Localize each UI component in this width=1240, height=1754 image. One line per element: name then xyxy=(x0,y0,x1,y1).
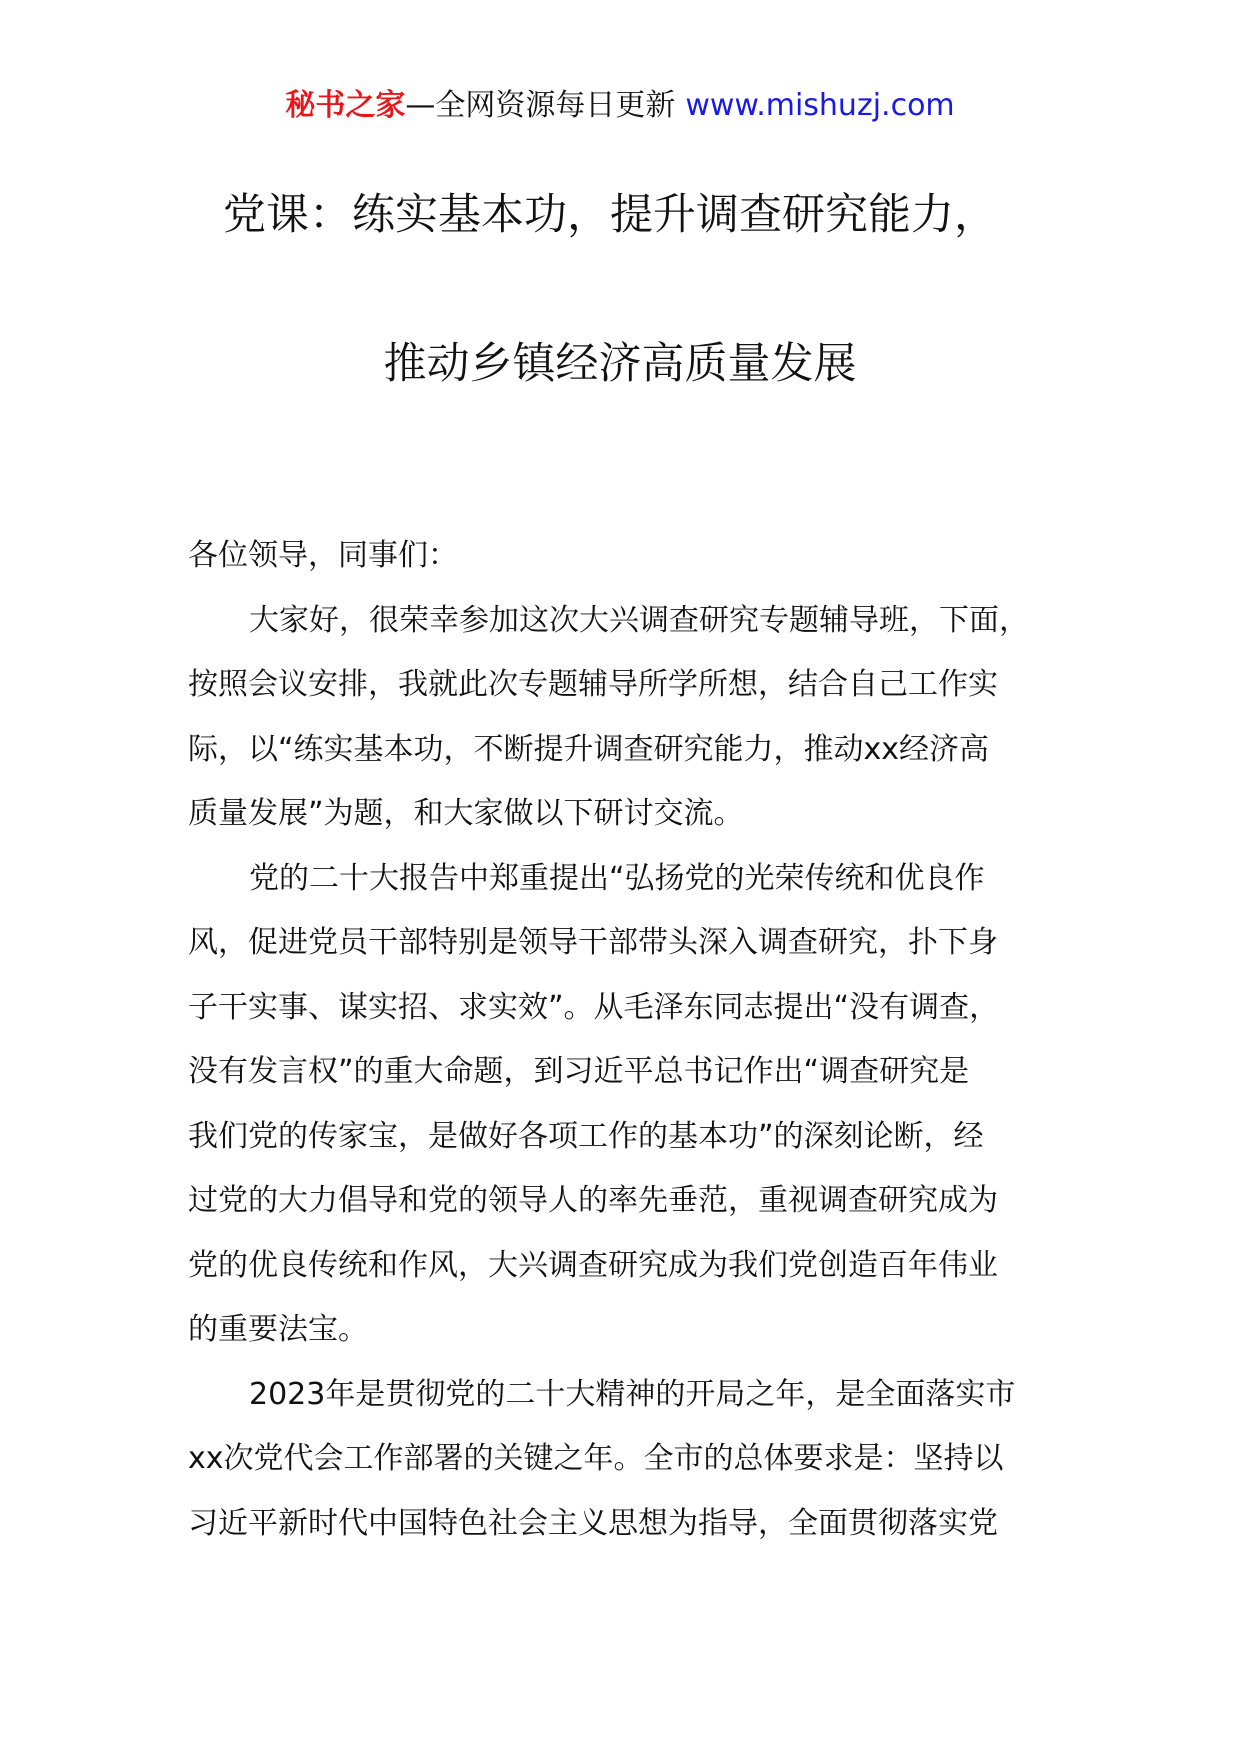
paragraph-2-line: 党的二十大报告中郑重提出“弘扬党的光荣传统和优良作 xyxy=(249,860,985,896)
paragraph-1-line: 按照会议安排，我就此次专题辅导所学所想，结合自己工作实 xyxy=(188,667,998,702)
paragraph-2-line: 我们党的传家宝，是做好各项工作的基本功”的深刻论断，经 xyxy=(188,1118,984,1154)
paragraph-1-line: 大家好，很荣幸参加这次大兴调查研究专题辅导班，下面， xyxy=(249,602,1029,638)
paragraph-2-line: 党的优良传统和作风，大兴调查研究成为我们党创造百年伟业 xyxy=(188,1247,998,1283)
paragraph-2-line: 风，促进党员干部特别是领导干部带头深入调查研究，扑下身 xyxy=(188,925,998,960)
paragraph-2-line: 过党的大力倡导和党的领导人的率先垂范，重视调查研究成为 xyxy=(188,1183,998,1218)
site-header xyxy=(0,84,1240,128)
salutation: 各位领导，同事们： xyxy=(188,538,458,573)
paragraph-2-line: 子干实事、谋实招、求实效”。从毛泽东同志提出“没有调查， xyxy=(188,989,1000,1025)
paragraph-2-line: 的重要法宝。 xyxy=(188,1312,368,1347)
paragraph-1-line: 质量发展”为题，和大家做以下研讨交流。 xyxy=(188,796,744,831)
document-title-line-2: 推动乡镇经济高质量发展 xyxy=(383,339,857,389)
website-link[interactable]: www.mishuzj.com xyxy=(685,88,955,123)
brand-name: 秘书之家 xyxy=(285,88,406,123)
paragraph-3-line: 2023年是贯彻党的二十大精神的开局之年，是全面落实市 xyxy=(249,1376,1016,1412)
paragraph-3-line: xx次党代会工作部署的关键之年。全市的总体要求是：坚持以 xyxy=(188,1441,1004,1476)
document-body xyxy=(188,524,1068,1556)
document-title-line-1: 党课：练实基本功，提升调查研究能力， xyxy=(223,190,997,240)
paragraph-2-line: 没有发言权”的重大命题，到习近平总书记作出“调查研究是 xyxy=(188,1054,970,1089)
header-tagline: —全网资源每日更新 xyxy=(405,88,676,123)
paragraph-1-line: 际，以“练实基本功，不断提升调查研究能力，推动xx经济高 xyxy=(188,731,990,767)
paragraph-3-line: 习近平新时代中国特色社会主义思想为指导，全面贯彻落实党 xyxy=(188,1505,998,1541)
